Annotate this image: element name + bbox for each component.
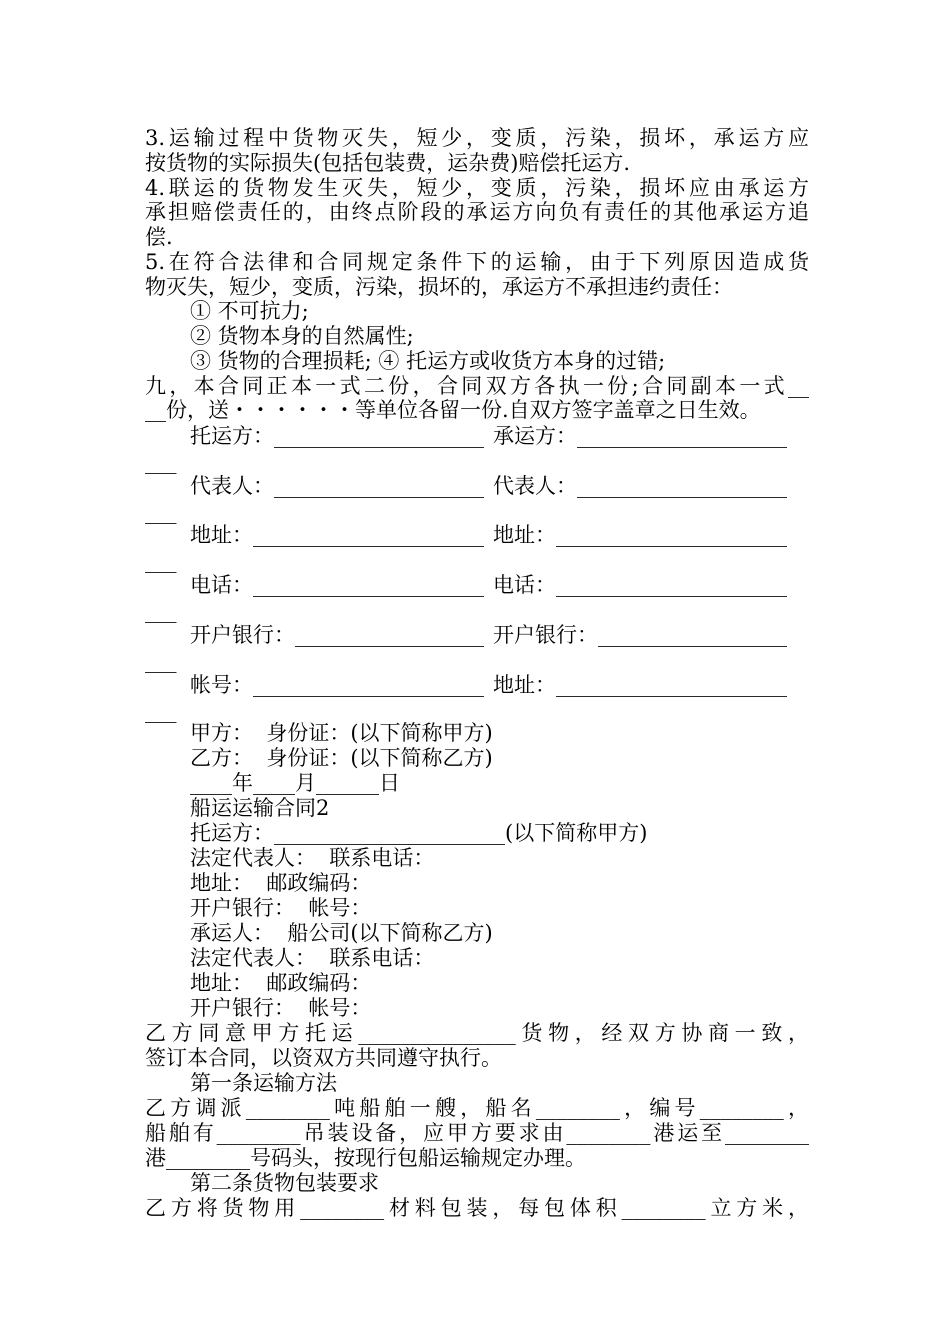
date-line: ____年____月______日: [190, 771, 400, 795]
clause-4-line-1: 4.联运的货物发生灭失，短少，变质，污染，损坏应由承运方: [145, 176, 809, 200]
sign-right-carrier: 承运方：____________________: [493, 424, 787, 448]
c2-shipper-address: 地址： 邮政编码：: [190, 871, 372, 895]
sign-right-bank: 开户银行：__________________: [493, 623, 787, 647]
sign-tail-1: ___: [145, 450, 177, 474]
article-1-line-1: 乙方调派________吨船舶一艘，船名________，编号________，: [145, 1096, 809, 1120]
article-1-line-3: 港________号码头，按现行包船运输规定办理。: [145, 1146, 586, 1170]
sign-tail-4: ___: [145, 599, 177, 623]
article-2-line-1: 乙方将货物用________材料包装，每包体积________立方米，: [145, 1196, 809, 1220]
clause-9-line-1: 九，本合同正本一式二份，合同双方各执一份;合同副本一式__: [145, 374, 809, 398]
c2-shipper-rep: 法定代表人： 联系电话：: [190, 846, 435, 870]
exemption-item-3-4: ③ 货物的合理损耗; ④ 托运方或收货方本身的过错;: [190, 349, 666, 373]
sign-left-address: 地址：______________________: [190, 523, 484, 547]
article-2-title: 第二条货物包装要求: [190, 1171, 379, 1195]
c2-shipper-bank: 开户银行： 帐号：: [190, 896, 372, 920]
c2-agree-line-1: 乙方同意甲方托运_______________货物，经双方协商一致，: [145, 1021, 809, 1045]
clause-3-line-2: 按货物的实际损失(包括包装费，运杂费)赔偿托运方.: [145, 151, 631, 175]
sign-right-phone: 电话：______________________: [493, 573, 787, 597]
article-1-line-2: 船舶有________吊装设备，应甲方要求由________港运至________: [145, 1121, 809, 1145]
c2-shipper: 托运方：______________________(以下简称甲方): [190, 821, 648, 845]
sign-left-representative: 代表人：____________________: [190, 474, 484, 498]
clause-3-line-1: 3.运输过程中货物灭失，短少，变质，污染，损坏，承运方应: [145, 126, 809, 150]
clause-9-line-2: __份，送・・・・・・等单位各留一份.自双方签字盖章之日生效。: [145, 398, 761, 422]
c2-carrier-bank: 开户银行： 帐号：: [190, 996, 372, 1020]
clause-4-line-2: 承担赔偿责任的，由终点阶段的承运方向负有责任的其他承运方追: [145, 200, 809, 224]
sign-right-address-2: 地址：______________________: [493, 673, 787, 697]
c2-carrier: 承运人： 船公司(以下简称乙方): [190, 921, 493, 945]
sign-tail-5: ___: [145, 649, 177, 673]
contract-2-title: 船运运输合同2: [190, 796, 330, 820]
c2-carrier-address: 地址： 邮政编码：: [190, 971, 372, 995]
c2-agree-line-2: 签订本合同，以资双方共同遵守执行。: [145, 1046, 502, 1070]
sign-tail-6: ___: [145, 699, 177, 723]
c2-carrier-rep: 法定代表人： 联系电话：: [190, 946, 435, 970]
sign-tail-2: ___: [145, 500, 177, 524]
sign-right-address: 地址：______________________: [493, 523, 787, 547]
clause-5-line-2: 物灭失，短少，变质，污染，损坏的，承运方不承担违约责任：: [145, 275, 733, 299]
exemption-item-2: ② 货物本身的自然属性;: [190, 324, 414, 348]
sign-left-shipper: 托运方：____________________: [190, 424, 484, 448]
article-1-title: 第一条运输方法: [190, 1071, 337, 1095]
sign-left-bank: 开户银行：__________________: [190, 623, 484, 647]
sign-left-account: 帐号：______________________: [190, 673, 484, 697]
sign-left-phone: 电话：______________________: [190, 573, 484, 597]
clause-5-line-1: 5.在符合法律和合同规定条件下的运输，由于下列原因造成货: [145, 250, 809, 274]
exemption-item-1: ① 不可抗力;: [190, 299, 309, 323]
party-b-line: 乙方： 身份证：(以下简称乙方): [190, 746, 493, 770]
party-a-line: 甲方： 身份证：(以下简称甲方): [190, 721, 493, 745]
sign-right-representative: 代表人：____________________: [493, 474, 787, 498]
clause-4-line-3: 偿.: [145, 225, 173, 249]
sign-tail-3: ___: [145, 549, 177, 573]
